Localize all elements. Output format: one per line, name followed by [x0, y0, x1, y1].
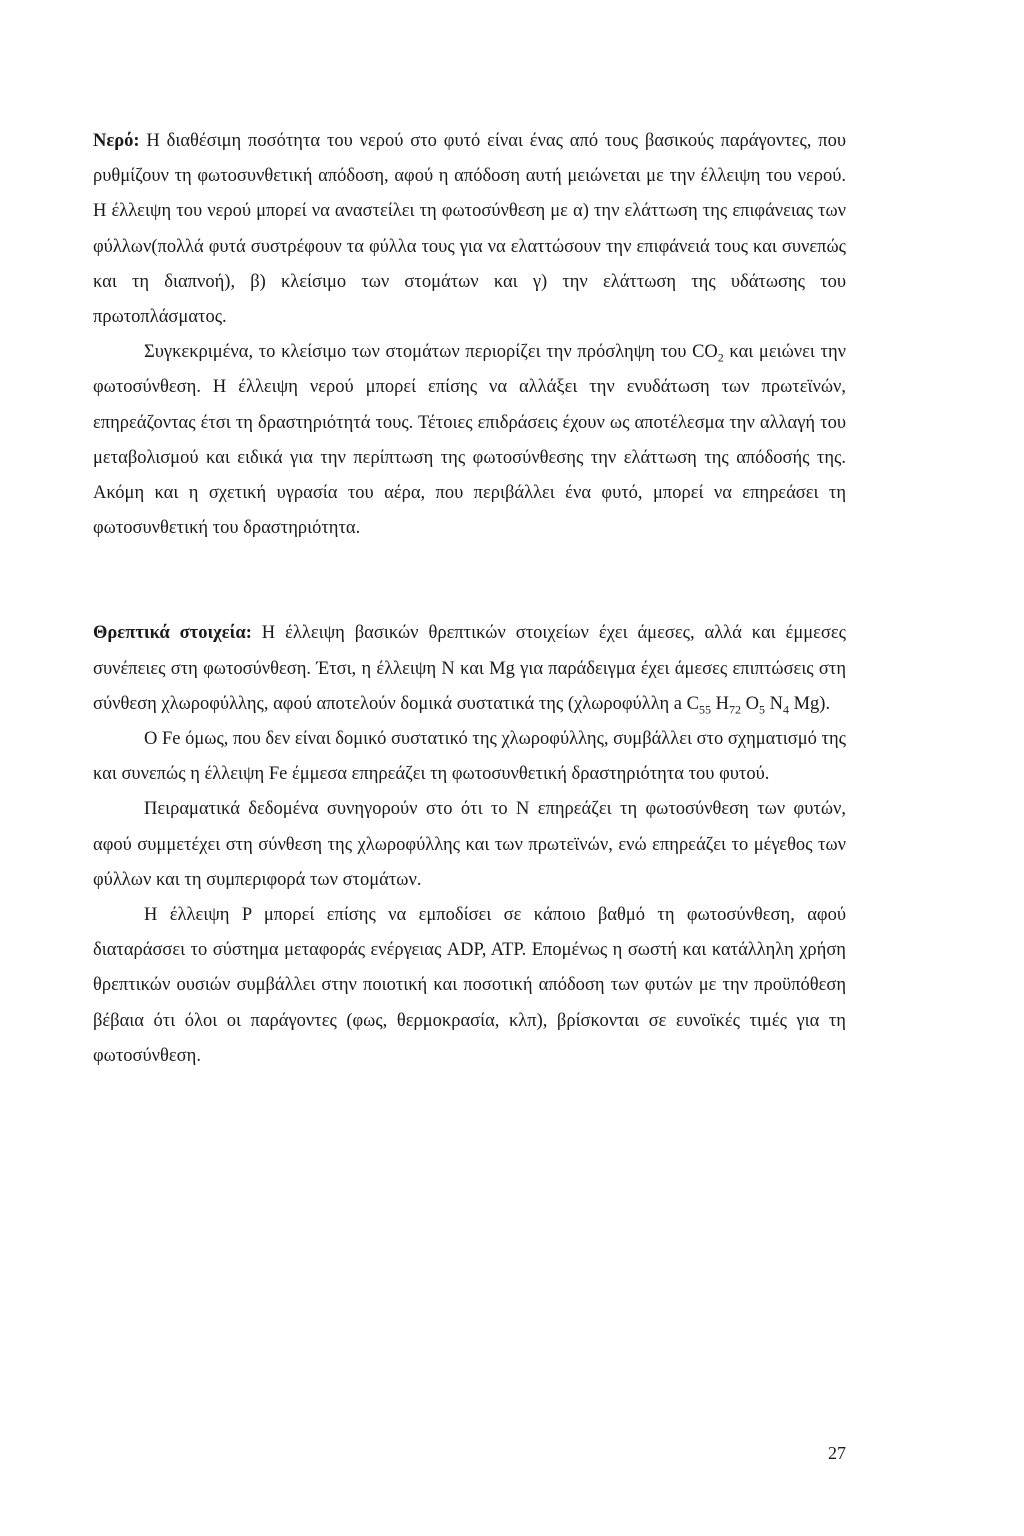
nutrients-paragraph-3: Πειραματικά δεδομένα συνηγορούν στο ότι το N επηρεάζει τη φωτοσύνθεση των φυτών, αφού συμμετέχει στη σύνθεση της χλωροφύλλης και των πρωτεϊνών, ενώ επηρεάζει το μέγεθος των φύλλων και τη συμπεριφορά των στομάτων. [93, 799, 846, 890]
formula-h-sub: 72 [728, 702, 741, 717]
water-text-1: Η διαθέσιμη ποσότητα του νερού στο φυτό είναι ένας από τους βασικούς παράγοντες, που ρυθμίζουν τη φωτοσυνθετική απόδοση, αφού η απόδοση αυτή μειώνεται με την έλλειψη του νερού. Η έλλειψη του νερού μπορεί να αναστείλει τη φωτοσύνθεση με α) την ελάττωση της επιφάνειας των φύλλων(πολλά φυτά συστρέφουν τα φύλλα τους για να ελαττώσουν την επιφάνειά τους και συνεπώς και τη διαπνοή), β) κλείσιμο των στομάτων και γ) την ελάττωση της υδάτωσης του πρωτοπλάσματος. [93, 131, 846, 328]
page-body [93, 124, 846, 1074]
page-number: 27 [828, 1443, 846, 1463]
water-text-2a: Συγκεκριμένα, το κλείσιμο των στομάτων περιορίζει την πρόσληψη του CO [144, 342, 718, 363]
co2-subscript: 2 [717, 350, 724, 365]
formula-h: H [710, 693, 729, 714]
water-heading: Νερό: [93, 131, 140, 151]
section-spacer [93, 546, 846, 616]
formula-end: Mg). [788, 693, 831, 714]
formula-o: O [740, 693, 759, 714]
nutrients-paragraph-2: O Fe όμως, που δεν είναι δομικό συστατικό της χλωροφύλλης, συμβάλλει στο σχηματισμό της και συνεπώς η έλλειψη Fe έμμεσα επηρεάζει τη φωτοσυνθετική δραστηριότητα του φυτού. [93, 729, 846, 785]
formula-n-sub: 4 [782, 702, 789, 717]
water-paragraph-2 [93, 335, 846, 546]
formula-n: N [764, 693, 783, 714]
nutrients-text-1: Η έλλειψη βασικών θρεπτικών στοιχείων έχει άμεσες, αλλά και έμμεσες συνέπειες στη φωτοσύνθεση. Έτσι, η έλλειψη N και Mg για παράδειγμα έχει άμεσες επιπτώσεις στη σύνθεση χλωροφύλλης, αφού αποτελούν δομικά συστατικά της (χλωροφύλλη a C [93, 623, 847, 714]
formula-o-sub: 5 [758, 702, 765, 717]
nutrients-paragraph-1 [93, 616, 846, 722]
water-paragraph-1 [93, 124, 846, 335]
formula-c-sub: 55 [698, 702, 711, 717]
nutrients-paragraph-4: Η έλλειψη P μπορεί επίσης να εμποδίσει σε κάποιο βαθμό τη φωτοσύνθεση, αφού διαταράσσει το σύστημα μεταφοράς ενέργειας ADP, ATP. Επομένως η σωστή και κατάλληλη χρήση θρεπτικών ουσιών συμβάλλει στην ποιοτική και ποσοτική απόδοση των φυτών με την προϋπόθεση βέβαια ότι όλοι οι παράγοντες (φως, θερμοκρασία, κλπ), βρίσκονται σε ευνοϊκές τιμές για τη φωτοσύνθεση. [93, 905, 846, 1066]
nutrients-heading: Θρεπτικά στοιχεία: [93, 623, 252, 644]
water-text-2b: και μειώνει την φωτοσύνθεση. Η έλλειψη νερού μπορεί επίσης να αλλάξει την ενυδάτωση των πρωτεϊνών, επηρεάζοντας έτσι τη δραστηριότητά τους. Τέτοιες επιδράσεις έχουν ως αποτέλεσμα την αλλαγή του μεταβολισμού και ειδικά για την περίπτωση της φωτοσύνθεσης την ελάττωση της απόδοσής της. Ακόμη και η σχετική υγρασία του αέρα, που περιβάλλει ένα φυτό, μπορεί να επηρεάσει τη φωτοσυνθετική του δραστηριότητα. [93, 342, 846, 539]
